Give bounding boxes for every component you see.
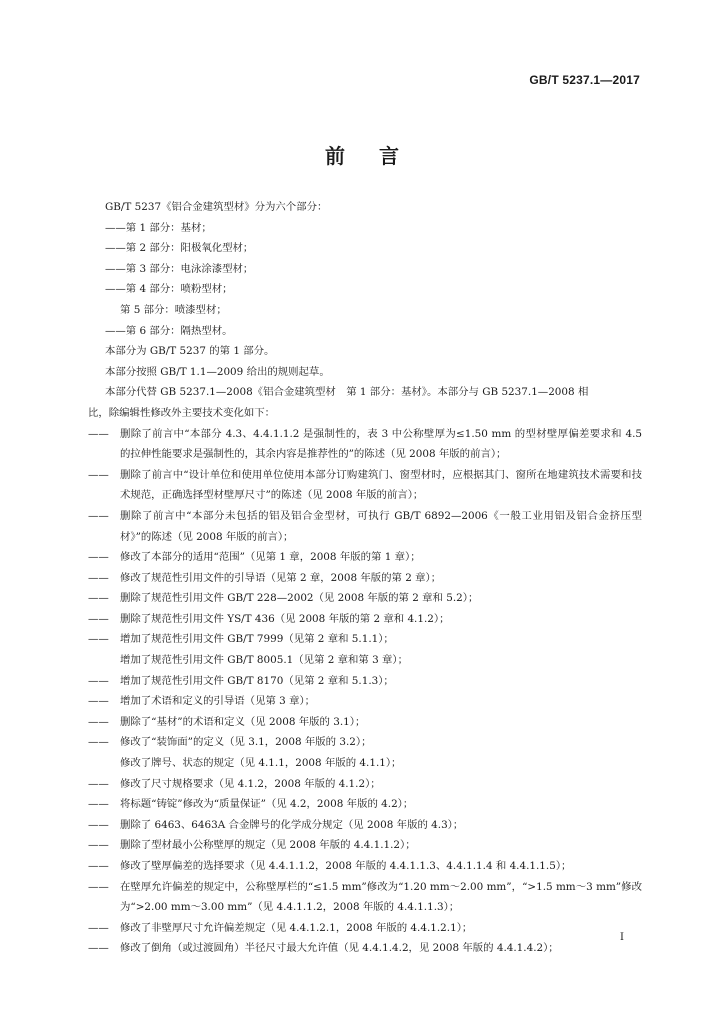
- change-item: [88, 712, 642, 733]
- paragraph: 本部分为 GB/T 5237 的第 1 部分。: [105, 345, 275, 358]
- paragraph: 本部分按照 GB/T 1.1—2009 给出的规则起草。: [105, 365, 330, 378]
- change-item: [88, 691, 642, 712]
- paragraph: ——第 1 部分：基材；: [105, 221, 212, 234]
- page-title: 前言: [325, 144, 433, 168]
- change-text: 删除了 6463、6463A 合金牌号的化学成分规定（见 2008 年版的 4.3）；: [120, 818, 464, 831]
- change-text: 删除了前言中“本部分未包括的铝及铝合金型材，可执行 GB/T 6892—2006《一般工业用铝及铝合金挤压型材》”的陈述（见 2008 年版的前言）；: [120, 509, 642, 543]
- list-dash: ——: [88, 571, 109, 584]
- change-text: 删除了“基材”的术语和定义（见 2008 年版的 3.1）；: [120, 715, 366, 728]
- paragraph: ——第 4 部分：喷粉型材；: [105, 283, 233, 296]
- page-number: I: [620, 932, 624, 943]
- change-text: 修改了壁厚偏差的选择要求（见 4.4.1.1.2，2008 年版的 4.4.1.1.3、4.4.1.1.4 和 4.4.1.1.5）；: [120, 860, 572, 872]
- change-text: 修改了非壁厚尺寸允许偏差规定（见 4.4.1.2.1，2008 年版的 4.4.1.2.1）；: [120, 921, 473, 934]
- change-item: [88, 650, 642, 671]
- list-dash: ——: [88, 695, 109, 708]
- list-dash: ——: [88, 880, 109, 893]
- change-text: 修改了倒角（或过渡圆角）半径尺寸最大允许值（见 4.4.1.4.2，见 2008 年版的 4.4.1.4.2）；: [120, 942, 559, 955]
- change-text: 修改了牌号、状态的规定（见 4.1.1，2008 年版的 4.1.1）；: [120, 757, 402, 770]
- change-item: [88, 588, 642, 609]
- change-item: [88, 753, 642, 774]
- list-dash: ——: [88, 798, 109, 811]
- change-item: [88, 794, 642, 815]
- list-dash: ——: [88, 942, 109, 955]
- change-item: [88, 815, 642, 836]
- change-item: [88, 568, 642, 589]
- change-text: 增加了规范性引用文件 GB/T 7999（见第 2 章和 5.1.1）；: [120, 633, 394, 646]
- paragraph: 第 5 部分：喷漆型材；: [120, 303, 227, 316]
- list-dash: ——: [88, 592, 109, 605]
- intro-paragraphs: [88, 197, 642, 424]
- change-item: [88, 506, 642, 547]
- change-text: 删除了规范性引用文件 YS/T 436（见 2008 年版的第 2 章和 4.1.2）；: [120, 612, 450, 625]
- list-dash: [88, 753, 120, 774]
- list-dash: ——: [88, 736, 109, 749]
- list-dash: ——: [88, 839, 109, 852]
- change-text: 增加了规范性引用文件 GB/T 8005.1（见第 2 章和第 3 章）；: [120, 654, 408, 667]
- change-list: [88, 424, 642, 959]
- list-dash: ——: [88, 551, 109, 564]
- change-item: [88, 732, 642, 753]
- paragraph: GB/T 5237《铝合金建筑型材》分为六个部分：: [105, 201, 328, 213]
- paragraph: 本部分代替 GB 5237.1—2008《铝合金建筑型材 第 1 部分：基材》。本部分与 GB 5237.1—2008 相: [105, 386, 589, 399]
- change-text: 将标题“铸锭”修改为“质量保证”（见 4.2，2008 年版的 4.2）；: [120, 798, 414, 811]
- list-dash: ——: [88, 468, 109, 481]
- change-text: 修改了“装饰面”的定义（见 3.1，2008 年版的 3.2）；: [120, 736, 372, 749]
- change-item: [88, 877, 642, 918]
- document-body: [88, 197, 642, 959]
- list-dash: ——: [88, 860, 109, 872]
- change-item: [88, 918, 642, 939]
- list-dash: ——: [88, 633, 109, 646]
- change-text: 增加了术语和定义的引导语（见第 3 章）；: [120, 695, 316, 708]
- change-item: [88, 856, 642, 877]
- change-text: 在壁厚允许偏差的规定中，公称壁厚栏的“≤1.5 mm”修改为“1.20 mm～2.00 mm”，“>1.5 mm～3 mm”修改为“>2.00 mm～3.00 mm”（见 4.4.1.1.2，2008 年版的 4.4.1.1.3）；: [120, 880, 642, 914]
- change-item: [88, 835, 642, 856]
- change-item: [88, 938, 642, 959]
- standard-number: GB/T 5237.1—2017: [529, 73, 640, 87]
- change-item: [88, 465, 642, 506]
- change-text: 删除了规范性引用文件 GB/T 228—2002（见 2008 年版的第 2 章和 5.2）；: [120, 592, 479, 605]
- change-text: 删除了前言中“本部分 4.3、4.4.1.1.2 是强制性的，表 3 中公称壁厚为≤1.50 mm 的型材壁厚偏差要求和 4.5 的拉伸性能要求是强制性的，其余内容是推荐性的”的陈述（见 2008 年版的前言）；: [120, 427, 642, 461]
- change-item: [88, 629, 642, 650]
- list-dash: [88, 650, 120, 671]
- list-dash: ——: [88, 777, 109, 790]
- paragraph: ——第 3 部分：电泳涂漆型材；: [105, 262, 254, 275]
- paragraph: ——第 6 部分：隔热型材。: [105, 324, 233, 337]
- change-item: [88, 609, 642, 630]
- change-text: 增加了规范性引用文件 GB/T 8170（见第 2 章和 5.1.3）；: [120, 674, 394, 687]
- list-dash: ——: [88, 612, 109, 625]
- change-item: [88, 774, 642, 795]
- change-item: [88, 671, 642, 692]
- paragraph: ——第 2 部分：阳极氧化型材；: [105, 242, 254, 255]
- list-dash: ——: [88, 715, 109, 728]
- list-dash: ——: [88, 509, 109, 522]
- change-text: 修改了尺寸规格要求（见 4.1.2，2008 年版的 4.1.2）；: [120, 777, 381, 790]
- change-item: [88, 547, 642, 568]
- change-item: [88, 424, 642, 465]
- change-text: 修改了本部分的适用“范围”（见第 1 章，2008 年版的第 1 章）；: [120, 551, 421, 564]
- change-text: 删除了前言中“设计单位和使用单位使用本部分订购建筑门、窗型材时，应根据其门、窗所在地建筑技术需要和技术规范，正确选择型材壁厚尺寸”的陈述（见 2008 年版的前言）；: [120, 468, 642, 502]
- change-text: 删除了型材最小公称壁厚的规定（见 2008 年版的 4.4.1.1.2）；: [120, 839, 416, 852]
- list-dash: ——: [88, 818, 109, 831]
- list-dash: ——: [88, 427, 109, 440]
- change-text: 修改了规范性引用文件的引导语（见第 2 章，2008 年版的第 2 章）；: [120, 571, 442, 584]
- paragraph: 比，除编辑性修改外主要技术变化如下：: [88, 406, 276, 419]
- list-dash: ——: [88, 674, 109, 687]
- list-dash: ——: [88, 921, 109, 934]
